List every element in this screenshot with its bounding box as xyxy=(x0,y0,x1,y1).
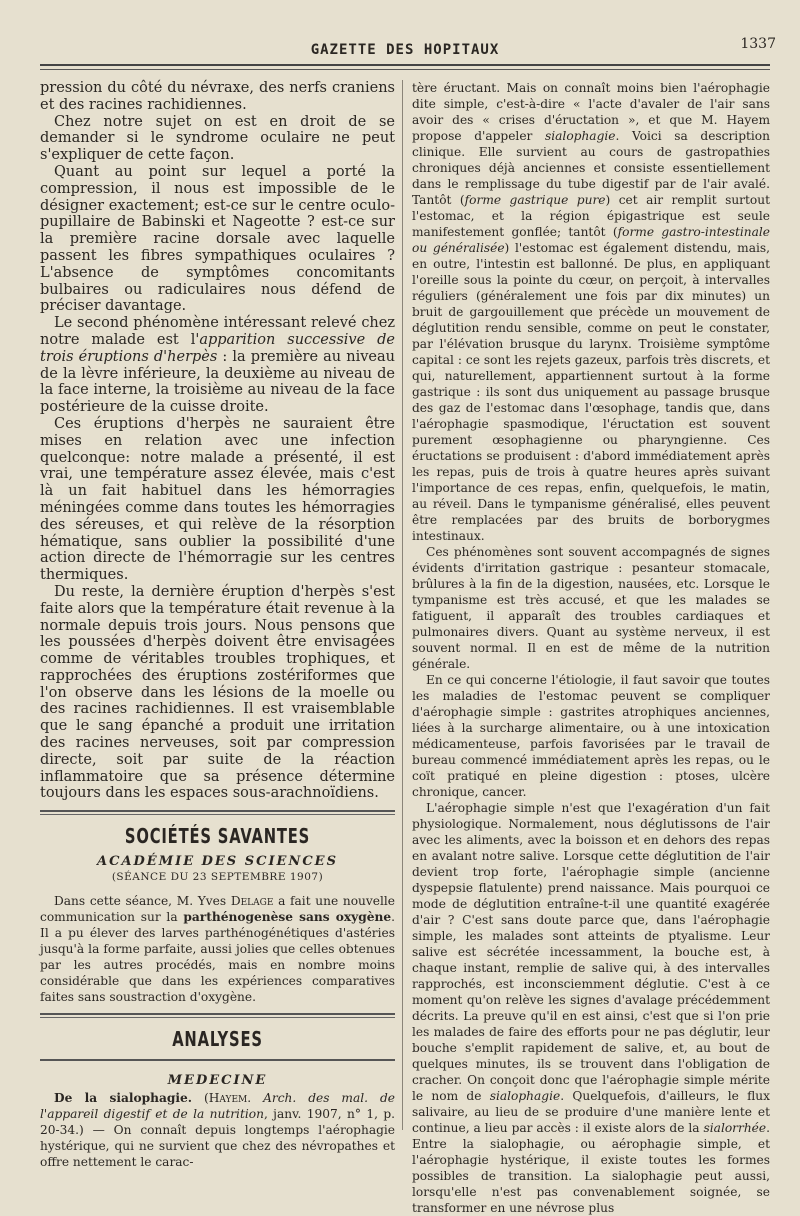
paragraph: En ce qui concerne l'étiologie, il faut savoir que toutes les maladies de l'estomac peuvent se compliquer d'aérophagie simple : gastrites atrophiques anciennes, liées à la surcharge alimentaire, ou à une intoxication médicamenteuse, parfois favorisées par le travail de bureau commencé immédiatement après les repas, ou le coït pratiqué en pleine digestion : ptoses, ulcère chronique, cancer. xyxy=(412,673,770,799)
paragraph xyxy=(40,315,395,416)
italic-run: sialophagie xyxy=(489,1089,561,1103)
paragraph xyxy=(412,80,770,544)
text-run: ( xyxy=(192,1091,209,1106)
page-number: 1337 xyxy=(740,36,776,52)
right-column xyxy=(412,80,770,1216)
page-header xyxy=(40,36,776,76)
text-run: . Voici sa description clinique. Elle survient au cours de gastropathies chroniques déjà anciennes et consiste essentiellement dans le remplissage du tube digestif par de l'air avalé. Tantôt ( xyxy=(412,129,770,207)
text-run: tère éructant. Mais on connaît moins bien l'aérophagie dite simple, c'est-à-dire « l'acte d'avaler de l'air sans avoir des « crises d'éructation », et que M. Hayem propose d'appeler xyxy=(412,81,770,143)
session-date: (SÉANCE DU 23 SEPTEMBRE 1907) xyxy=(111,871,324,884)
italic-run: Arch. des mal. de l'appareil digestif et de la nutrition xyxy=(40,1091,395,1122)
section-rule xyxy=(40,1057,395,1067)
italic-run: forme gastro-intestinale ou généralisée xyxy=(412,225,770,255)
text-run: a fait une nouvelle communication sur la xyxy=(40,894,396,925)
text-run: . Il a pu élever des larves parthénogénétiques d'astéries jusqu'à la forme parfaite, aussi jolies que celles obtenues par les autres procédés, mais en nombre moins considérable que dans les expériences comparatives faites sans soustraction d'oxygène. xyxy=(40,910,395,1005)
paragraph xyxy=(40,893,395,1005)
text-run: : la première au niveau de la lèvre inférieure, la deuxième au niveau de la face interne, la troisième au niveau de la face postérieure de la cuisse droite. xyxy=(40,348,395,416)
italic-run: sialophagie xyxy=(545,129,616,143)
paragraph: Chez notre sujet on est en droit de se demander si le syndrome oculaire ne peut s'expliquer de cette façon. xyxy=(40,113,395,164)
text-run: Le second phénomène intéressant relevé chez notre malade est l' xyxy=(40,315,395,348)
header-rule xyxy=(40,64,770,66)
author-name: Delage xyxy=(230,894,274,909)
paragraph: Ces éruptions d'herpès ne sauraient être mises en relation avec une infection quelconque: notre malade a présenté, il est vrai, une température assez élevée, mais c'est là un fait habituel dans les hémorragies méningées comme dans toutes les hémorragies des séreuses, et qui relève de la résorption hématique, sans oublier la possibilité d'une action directe de l'hémorragie sur les centres thermiques. xyxy=(40,415,395,584)
paragraph xyxy=(40,1090,395,1170)
text-run: Dans cette séance, M. Yves xyxy=(54,894,231,909)
paragraph: Quant au point sur lequel a porté la compression, il nous est impossible de le désigner exactement; est-ce sur le centre oculo-pupillaire de Babinski et Nageotte ? est-ce sur la première racine dorsale avec laquelle passent les fibres sympathiques oculaires ? L'absence de symptômes concomitants bulbaires ou radiculaires nous défend de préciser davantage. xyxy=(40,163,395,315)
paragraph xyxy=(412,800,770,1216)
bold-run: parthénogenèse sans oxygène xyxy=(183,910,392,925)
paragraph: pression du côté du névraxe, des nerfs craniens et des racines rachidiennes. xyxy=(40,80,395,113)
text-run: . Entre la sialophagie, ou aérophagie simple, et l'aérophagie hystérique, il existe toutes les formes possibles de transition. La sialophagie peut aussi, lorsqu'elle n'est pas convenablement soignée, se transformer en une névrose plus xyxy=(412,1121,770,1215)
italic-run: sialorrhée xyxy=(703,1121,767,1135)
subsection-title-academie: ACADÉMIE DES SCIENCES xyxy=(97,854,338,870)
text-run: ) cet air remplit surtout l'estomac, et la région épigastrique est seule manifestement gonflée; tantôt ( xyxy=(412,193,770,239)
section-title-analyses: ANALYSES xyxy=(172,1027,263,1052)
section-rule xyxy=(40,808,395,818)
text-run: . Quelquefois, d'ailleurs, le flux salivaire, au lieu de se produire d'une manière lente et continue, a lieu par accès : il existe alors de la xyxy=(412,1089,770,1135)
column-divider xyxy=(402,80,403,1130)
italic-run: apparition successive de trois éruptions d'herpès xyxy=(40,331,396,365)
author-name: Hayem xyxy=(208,1091,248,1106)
text-run: ) l'estomac est également distendu, mais, en outre, l'intestin est ballonné. De plus, en appliquant l'oreille sous la pointe du cœur, on perçoit, à intervalles réguliers (généralement une fois par dix minutes) un bruit de gargouillement que précède un mouvement de déglutition rendu sensible, comme on peut le constater, par l'élévation brusque du larynx. Troisième symptôme capital : ce sont les rejets gazeux, parfois très discrets, et qui, naturellement, appartiennent surtout à la forme gastrique : ils sont dus uniquement au passage brusque des gaz de l'estomac dans l'œsophage, tandis que, dans l'aérophagie spasmodique, l'éructation est souvent purement œsophagienne ou pharyngienne. Ces éructations se produisent : d'abord immédiatement après les repas, puis de trois à quatre heures après suivant l'importance de ces repas, enfin, quelquefois, le matin, au réveil. Dans le tympanisme généralisé, elles peuvent être remplacées par des bruits de borborygmes intestinaux. xyxy=(412,241,770,543)
left-column xyxy=(40,80,395,1170)
text-run: , janv. 1907, n° 1, p. 20-34.) — On connaît depuis longtemps l'aérophagie hystérique, qui ne survient que chez des névropathes et offre nettement le carac- xyxy=(40,1107,396,1170)
paragraph: Du reste, la dernière éruption d'herpès s'est faite alors que la température était revenue à la normale depuis trois jours. Nous pensons que les poussées d'herpès doivent être envisagées comme de véritables troubles trophiques, et rapprochées des éruptions zostériformes que l'on observe dans les lésions de la moelle ou des racines rachidiennes. Il est vraisemblable que le sang épanché a produit une irritation des racines nerveuses, soit par compression directe, soit par suite de la réaction inflammatoire que sa présence détermine toujours dans les espaces sous-arachnoïdiens. xyxy=(40,583,395,802)
italic-run: forme gastrique pure xyxy=(464,193,606,207)
header-rule-thin xyxy=(40,69,770,70)
paragraph: Ces phénomènes sont souvent accompagnés de signes évidents d'irritation gastrique : pesanteur stomacale, brûlures à la fin de la digestion, nausées, etc. Lorsque le tympanisme est très accusé, et que les malades se fatiguent, il apparaît des troubles cardiaques et pulmonaires divers. Quant au système nerveux, il est souvent normal. Il en est de même de la nutrition générale. xyxy=(412,545,770,671)
section-rule xyxy=(40,1011,395,1021)
article-title: De la sialophagie. xyxy=(54,1091,193,1106)
subsection-title-medecine: MEDECINE xyxy=(167,1073,268,1089)
text-run: L'aérophagie simple n'est que l'exagération d'un fait physiologique. Normalement, nous déglutissons de l'air avec les aliments, avec la boisson et en dehors des repas en avalant notre salive. Lorsque cette déglutition de l'air devient trop forte, l'aérophagie simple (ancienne dyspepsie flatulente) prend naissance. Mais pourquoi ce mode de déglutition entraîne-t-il une quantité exagérée d'air ? C'est sans doute parce que, dans l'aérophagie simple, les malades sont atteints de ptyalisme. Leur salive est sécrétée incessamment, la bouche est, à chaque instant, remplie de salive qui, à des intervalles rapprochés, est inconsciemment déglutie. C'est à ce moment qu'on relève les signes d'avalage précédemment décrits. La preuve qu'il en est ainsi, c'est que si l'on prie les malades de faire des efforts pour ne pas déglutir, leur bouche s'emplit rapidement de salive, et, au bout de quelques minutes, ils se trouvent dans l'obligation de cracher. On conçoit donc que l'aérophagie simple mérite le nom de xyxy=(412,801,770,1103)
journal-title: GAZETTE DES HOPITAUX xyxy=(310,42,500,58)
text-run: . xyxy=(247,1091,264,1106)
section-title-societes: SOCIÉTÉS SAVANTES xyxy=(124,824,311,849)
